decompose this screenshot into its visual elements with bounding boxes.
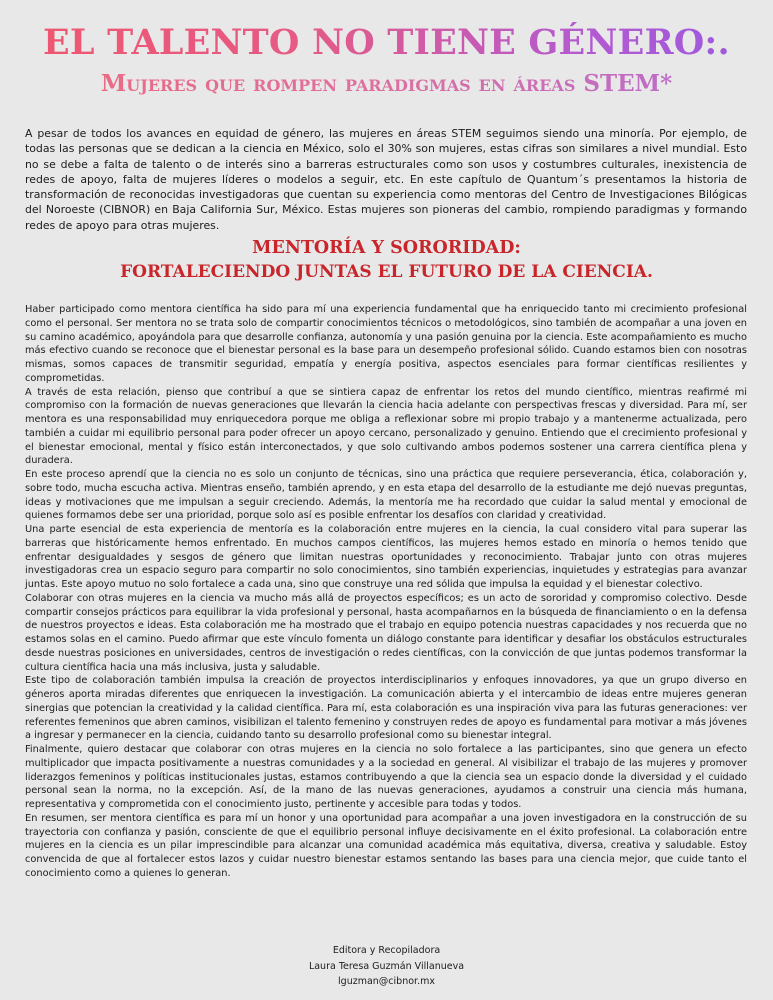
body-paragraph: Este tipo de colaboración también impulsa la creación de proyectos interdisciplinarios y enfoques innovadores, ya que un grupo diverso en géneros aporta miradas diferentes que enriquecen la investigación. La comunicación abierta y el intercambio de ideas entre mujeres generan sinergias que potencian la creatividad y la calidad científica. Para mí, esta colaboración es una inspiración viva para las futuras generaciones: ver referentes femeninos que abren caminos, visibilizan el talento femenino y construyen redes de apoyo es fundamental para motivar a más jóvenes a ingresar y permanecer en la ciencia, cuidando tanto su desarrollo profesional como su bienestar integral. bbox=[25, 675, 747, 742]
section-title: MENTORÍA Y SORORIDAD: bbox=[252, 238, 521, 258]
article-body bbox=[25, 303, 747, 881]
body-paragraph: Una parte esencial de esta experiencia de mentoría es la colaboración entre mujeres en la ciencia, la cual considero vital para superar las barreras que históricamente hemos enfrentado. En muchos campos científicos, las mujeres hemos estado en minoría o hemos tenido que enfrentar desigualdades y sesgos de género que limitan nuestras oportunidades y reconocimiento. Trabajar junto con otras mujeres investigadoras crea un espacio seguro para compartir no solo conocimientos, sino también experiencias, inquietudes y estrategias para avanzar juntas. Este apoyo mutuo no solo fortalece a cada una, sino que construye una red sólida que impulsa la equidad y el bienestar colectivo. bbox=[25, 524, 747, 590]
section-subtitle: FORTALECIENDO JUNTAS EL FUTURO DE LA CIENCIA. bbox=[120, 262, 653, 282]
page-title: EL TALENTO NO TIENE GÉNERO:. bbox=[0, 22, 773, 63]
credits-block bbox=[0, 943, 773, 990]
body-paragraph: Haber participado como mentora científica ha sido para mí una experiencia fundamental que ha enriquecido tanto mi crecimiento profesional como el personal. Ser mentora no se trata solo de compartir conocimientos técnicos o metodológicos, sino también de acompañar a una joven en su camino académico, apoyándola para que desarrolle confianza, autonomía y una pasión genuina por la ciencia. Este acompañamiento es mucho más efectivo cuando se reconoce que el bienestar personal es la base para un desempeño profesional sólido. Cuando estamos bien con nosotras mismas, somos capaces de transmitir seguridad, empatía y energía positiva, aspectos esenciales para formar científicas resilientes y comprometidas. bbox=[25, 304, 747, 384]
intro-paragraph: A pesar de todos los avances en equidad de género, las mujeres en áreas STEM seguimos siendo una minoría. Por ejemplo, de todas las personas que se dedican a la ciencia en México, solo el 30% son mujeres, estas cifras son similares a nivel mundial. Esto no se debe a falta de talento o de interés sino a barreras estructurales como son usos y costumbres culturales, inexistencia de redes de apoyo, falta de mujeres líderes o modelos a seguir, etc. En este capítulo de Quantum´s presentamos la historia de transformación de reconocidas investigadoras que cuentan su experiencia como mentoras del Centro de Investigaciones Bilógicas del Noroeste (CIBNOR) en Baja California Sur, México. Estas mujeres son pioneras del cambio, rompiendo paradigmas y formando redes de apoyo para otras mujeres. bbox=[25, 127, 747, 232]
body-paragraph: En resumen, ser mentora científica es para mí un honor y una oportunidad para acompañar a una joven investigadora en la construcción de su trayectoria con confianza y pasión, consciente de que el equilibrio personal influye decisivamente en el éxito profesional. La colaboración entre mujeres en la ciencia es un pilar imprescindible para alcanzar una comunidad académica más equitativa, diversa, creativa y saludable. Estoy convencida de que al fortalecer estos lazos y cuidar nuestro bienestar estamos sentando las bases para una ciencia mejor, que cuide tanto el conocimiento como a quienes lo generan. bbox=[25, 812, 747, 879]
body-paragraph: A través de esta relación, pienso que contribuí a que se sintiera capaz de enfrentar los retos del mundo científico, mientras reafirmé mi compromiso con la formación de nuevas generaciones que llevarán la ciencia hacia adelante con perspectivas frescas y diversidad. Para mí, ser mentora es una responsabilidad muy enriquecedora porque me obliga a reflexionar sobre mi propio trabajo y a mantenerme actualizada, pero también a cuidar mi equilibrio personal para poder ofrecer un apoyo cercano, personalizado y genuino. Entiendo que el crecimiento profesional y el bienestar emocional, mental y físico están interconectados, y que solo cultivando ambos podemos sostener una carrera científica plena y duradera. bbox=[25, 386, 747, 467]
body-paragraph: Colaborar con otras mujeres en la ciencia va mucho más allá de proyectos específicos; es un acto de sororidad y compromiso colectivo. Desde compartir consejos prácticos para equilibrar la vida profesional y personal, hasta acompañarnos en la búsqueda de financiamiento o en la defensa de nuestros proyectos e ideas. Esta colaboración me ha mostrado que el trabajo en equipo potencia nuestras capacidades y nos recuerda que no estamos solas en el camino. Puedo afirmar que este vínculo fomenta un diálogo constante para identificar y desafiar los obstáculos estructurales desde nuestras posiciones en universidades, centros de investigación o redes científicas, con la convicción de que juntas podemos transformar la cultura científica hacia una más inclusiva, justa y saludable. bbox=[25, 592, 747, 673]
body-paragraph: En este proceso aprendí que la ciencia no es solo un conjunto de técnicas, sino una práctica que requiere perseverancia, ética, colaboración y, sobre todo, mucha escucha activa. Mientras enseño, también aprendo, y en esta etapa del desarrollo de la estudiante me dejó nuevas preguntas, ideas y motivaciones que me impulsan a seguir creciendo. Además, la mentoría me ha recordado que cuidar la salud mental y emocional de quienes formamos debe ser una prioridad, porque solo así es posible enfrentar los desafíos con claridad y creatividad. bbox=[25, 469, 747, 522]
credits-name: Laura Teresa Guzmán Villanueva bbox=[308, 960, 465, 972]
credits-email: lguzman@cibnor.mx bbox=[338, 976, 435, 987]
page-subtitle: Mujeres que rompen paradigmas en áreas STEM* bbox=[0, 70, 773, 97]
body-paragraph: Finalmente, quiero destacar que colaborar con otras mujeres en la ciencia no solo fortalece a las participantes, sino que genera un efecto multiplicador que impacta positivamente a nuestras comunidades y a la sociedad en general. Al visibilizar el trabajo de las mujeres y promover liderazgos femeninos y políticas institucionales justas, estamos contribuyendo a que la ciencia sea un espacio donde la diversidad y el cuidado personal sean la norma, no la excepción. Así, de la mano de las nuevas generaciones, ayudamos a construir una ciencia más humana, representativa y comprometida con el conocimiento justo, pertinente y accesible para todas y todos. bbox=[25, 744, 747, 810]
credits-role: Editora y Recopiladora bbox=[332, 945, 441, 956]
